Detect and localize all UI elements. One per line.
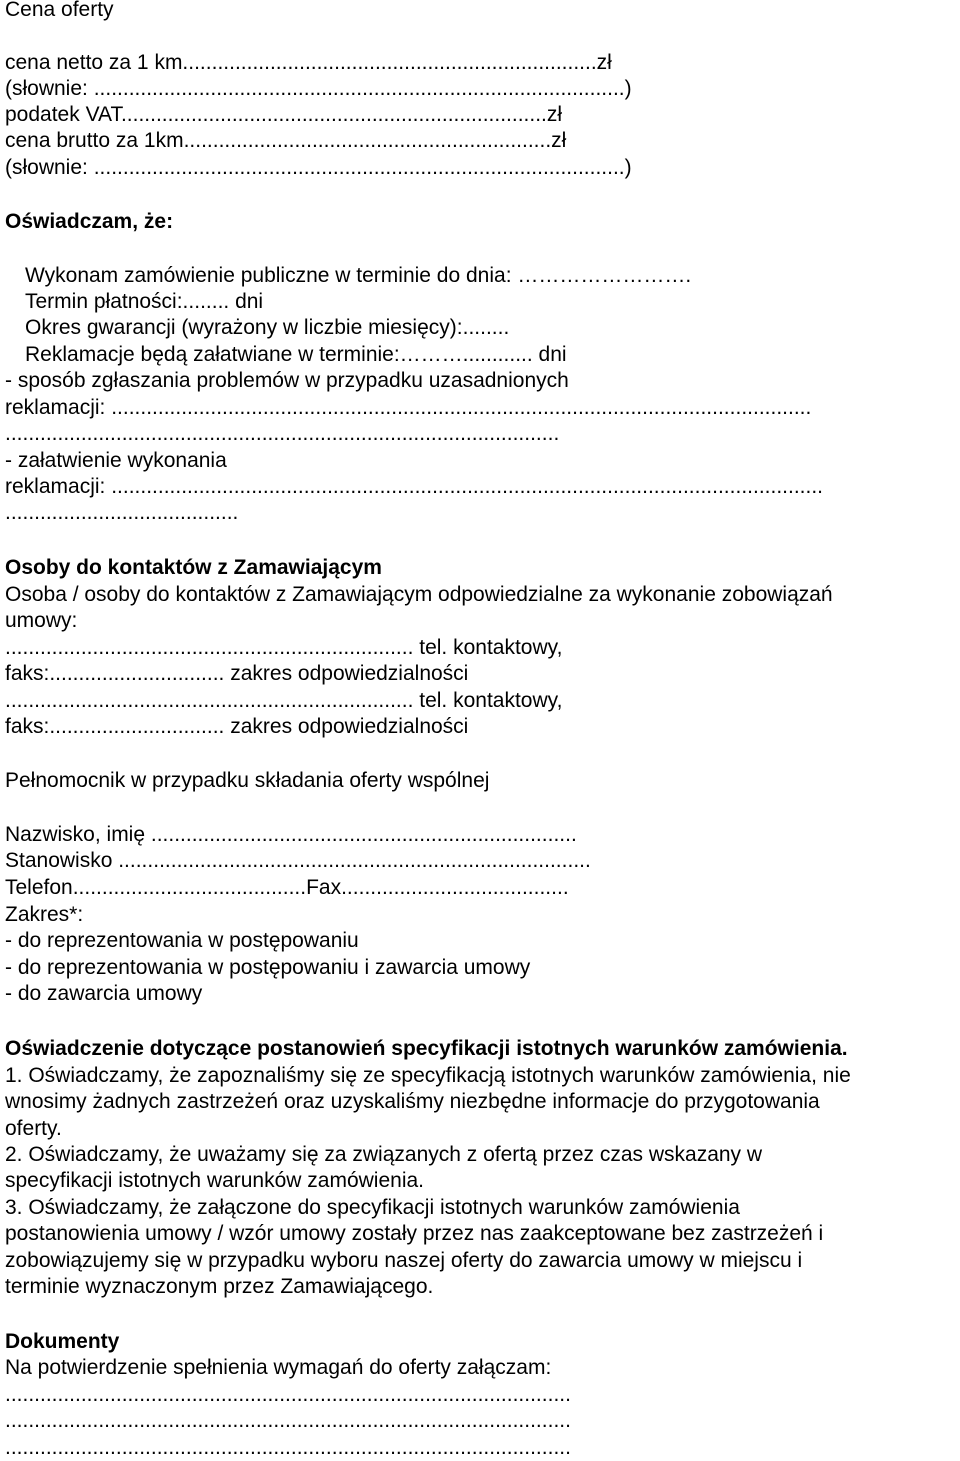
proxy-name-line: Nazwisko, imię ......................................................................... — [5, 823, 577, 846]
declarations-heading: Oświadczam, że: — [5, 210, 174, 233]
specification-line: postanowienia umowy / wzór umowy zostały przez nas zaakceptowane bez zastrzeżeń i — [5, 1222, 824, 1245]
contacts-line: faks:.............................. zakres odpowiedzialności — [5, 715, 469, 738]
handling-line: - załatwienie wykonania — [5, 449, 227, 472]
documents-heading: Dokumenty — [5, 1330, 120, 1353]
reporting-dots-cont: ............................................................................................... — [5, 422, 560, 445]
specification-line: 1. Oświadczamy, że zapoznaliśmy się ze specyfikacją istotnych warunków zamówienia, nie — [5, 1064, 851, 1087]
handling-dots-cont: ........................................ — [5, 501, 239, 524]
contacts-line: ...................................................................... tel. kontaktowy, — [5, 636, 563, 659]
net-price-words: (słownie: ...........................................................................................) — [5, 77, 632, 100]
price-heading: Cena oferty — [5, 0, 114, 21]
contacts-line: faks:.............................. zakres odpowiedzialności — [5, 662, 469, 685]
vat-line: podatek VAT.........................................................................zł — [5, 103, 563, 126]
proxy-heading: Pełnomocnik w przypadku składania oferty wspólnej — [5, 769, 490, 792]
specification-line: zobowiązujemy się w przypadku wyboru naszej oferty do zawarcia umowy w miejscu i — [5, 1249, 803, 1272]
proxy-phone-fax-line: Telefon........................................Fax....................................... — [5, 876, 569, 899]
specification-line: specyfikacji istotnych warunków zamówienia. — [5, 1169, 425, 1192]
reporting-dots: reklamacji: ........................................................................................................................ — [5, 396, 812, 419]
payment-line: Termin płatności:........ dni — [25, 290, 264, 313]
net-price-line: cena netto za 1 km.......................................................................zł — [5, 51, 612, 74]
specification-line: wnosimy żadnych zastrzeżeń oraz uzyskaliśmy niezbędne informacje do przygotowania — [5, 1090, 820, 1113]
specification-line: 3. Oświadczamy, że załączone do specyfikacji istotnych warunków zamówienia — [5, 1196, 740, 1219]
handling-dots: reklamacji: .......................................................................................................................... — [5, 475, 823, 498]
contacts-line: ...................................................................... tel. kontaktowy, — [5, 689, 563, 712]
proxy-scope-item: - do reprezentowania w postępowaniu i zawarcia umowy — [5, 956, 531, 979]
specification-line: terminie wyznaczonym przez Zamawiającego. — [5, 1275, 434, 1298]
deadline-line: Wykonam zamówienie publiczne w terminie do dnia: ……………………. — [25, 264, 692, 287]
proxy-scope-item: - do reprezentowania w postępowaniu — [5, 929, 359, 952]
proxy-scope-label: Zakres*: — [5, 903, 84, 926]
documents-intro: Na potwierdzenie spełnienia wymagań do oferty załączam: — [5, 1356, 552, 1379]
warranty-line: Okres gwarancji (wyrażony w liczbie miesięcy):........ — [25, 316, 510, 339]
documents-line: ................................................................................................. — [5, 1436, 571, 1459]
specification-line: 2. Oświadczamy, że uważamy się za związanych z ofertą przez czas wskazany w — [5, 1143, 763, 1166]
proxy-position-line: Stanowisko ................................................................................. — [5, 849, 591, 872]
specification-line: oferty. — [5, 1117, 62, 1140]
specification-heading: Oświadczenie dotyczące postanowień specyfikacji istotnych warunków zamówienia. — [5, 1037, 848, 1060]
gross-price-words: (słownie: ...........................................................................................) — [5, 156, 632, 179]
documents-line: ................................................................................................. — [5, 1383, 571, 1406]
proxy-scope-item: - do zawarcia umowy — [5, 982, 203, 1005]
contacts-heading: Osoby do kontaktów z Zamawiającym — [5, 556, 382, 579]
complaints-line: Reklamacje będą załatwiane w terminie:………............ dni — [25, 343, 567, 366]
reporting-line: - sposób zgłaszania problemów w przypadku uzasadnionych — [5, 369, 569, 392]
gross-price-line: cena brutto za 1km...............................................................zł — [5, 129, 567, 152]
contacts-line: umowy: — [5, 609, 78, 632]
contacts-line: Osoba / osoby do kontaktów z Zamawiającym odpowiedzialne za wykonanie zobowiązań — [5, 583, 833, 606]
documents-line: ................................................................................................. — [5, 1409, 571, 1432]
